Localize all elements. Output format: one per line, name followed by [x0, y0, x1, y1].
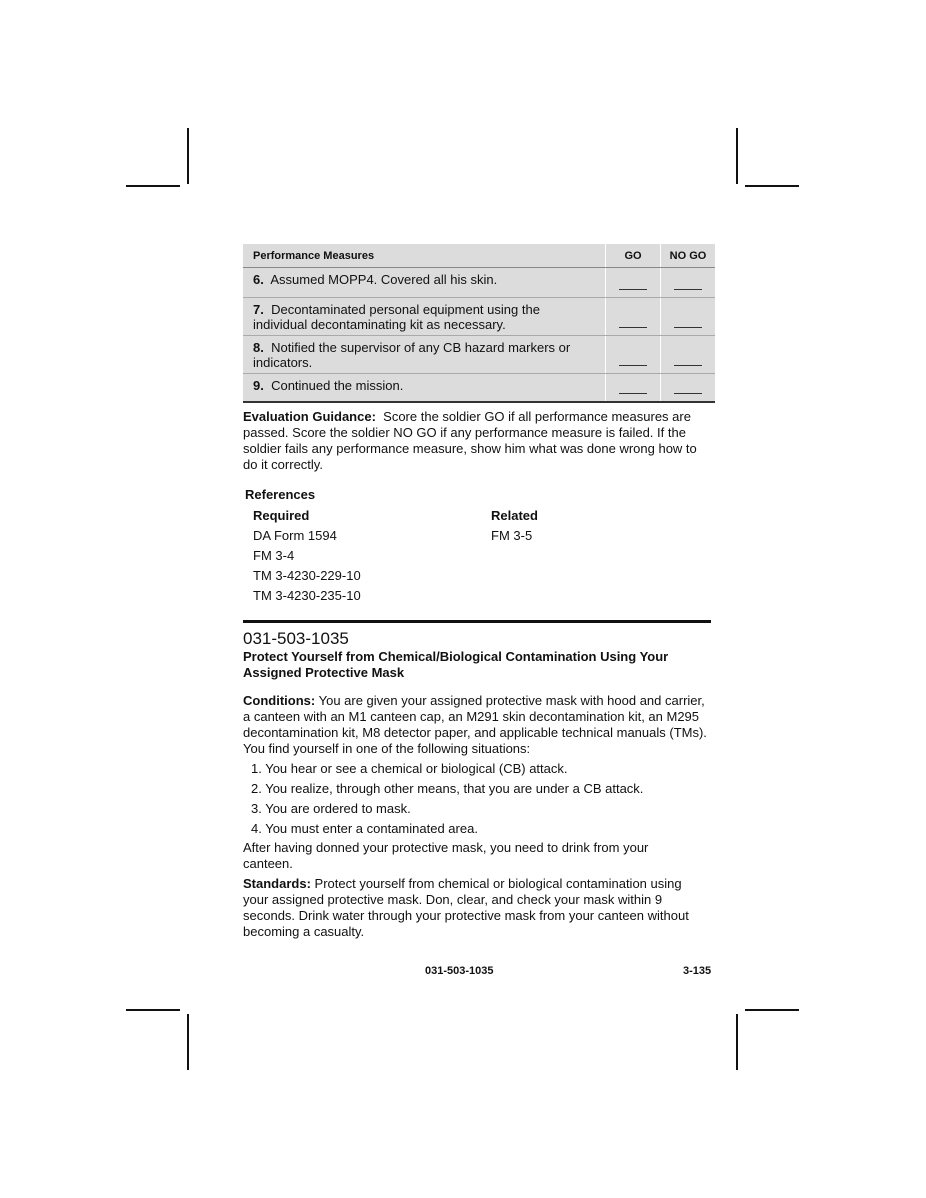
- nogo-blank: [674, 385, 702, 394]
- related-ref: FM 3-5: [491, 528, 533, 543]
- required-column: [243, 506, 491, 606]
- page-content: [243, 244, 717, 940]
- measure-number: 6.: [253, 272, 264, 287]
- measure-number: 9.: [253, 378, 264, 393]
- nogo-cell: [661, 268, 716, 298]
- header-measures: Performance Measures: [243, 244, 606, 268]
- go-cell: [606, 374, 661, 403]
- measure-number: 8.: [253, 340, 264, 355]
- header-go: GO: [606, 244, 661, 268]
- crop-mark: [736, 1014, 738, 1070]
- crop-mark: [745, 1009, 799, 1011]
- measure-cell: [243, 268, 606, 298]
- required-ref: TM 3-4230-235-10: [253, 588, 361, 603]
- references-heading: References: [245, 487, 316, 502]
- table-row: [243, 336, 715, 374]
- table-row: [243, 268, 715, 298]
- situations-list: [243, 759, 717, 839]
- standards-paragraph: [243, 876, 709, 940]
- related-heading: Related: [491, 508, 538, 523]
- crop-mark: [187, 128, 189, 184]
- measure-number: 7.: [253, 302, 264, 317]
- measure-cell: [243, 298, 606, 336]
- references-columns: [243, 506, 717, 606]
- section-divider: [243, 620, 711, 623]
- footer-task-number: 031-503-1035: [425, 965, 494, 977]
- evaluation-guidance: [243, 409, 709, 473]
- crop-mark: [745, 185, 799, 187]
- nogo-cell: [661, 336, 716, 374]
- footer-page-number: 3-135: [683, 965, 712, 977]
- nogo-blank: [674, 357, 702, 366]
- measure-text: Assumed MOPP4. Covered all his skin.: [270, 272, 498, 287]
- nogo-blank: [674, 281, 702, 290]
- nogo-cell: [661, 298, 716, 336]
- nogo-blank: [674, 319, 702, 328]
- go-cell: [606, 336, 661, 374]
- table-row: [243, 374, 715, 403]
- go-cell: [606, 268, 661, 298]
- task-number: 031-503-1035: [243, 629, 349, 648]
- go-blank: [619, 281, 647, 290]
- list-item: 1. You hear or see a chemical or biological (CB) attack.: [251, 761, 568, 776]
- after-paragraph: After having donned your protective mask, you need to drink from your canteen.: [243, 840, 649, 871]
- go-blank: [619, 357, 647, 366]
- conditions-text: You are given your assigned protective mask with hood and carrier, a canteen with an M1 canteen cap, an M291 skin decontamination kit, an M295 decontamination kit, M8 detector paper, and applicable technical manuals (TMs). You find yourself in one of the following situations:: [243, 693, 707, 756]
- crop-mark: [736, 128, 738, 184]
- evaluation-label: Evaluation Guidance:: [243, 409, 376, 424]
- header-nogo: NO GO: [661, 244, 716, 268]
- measure-text: Notified the supervisor of any CB hazard markers or indicators.: [253, 340, 571, 370]
- measure-text: Decontaminated personal equipment using the individual decontaminating kit as necessary.: [253, 302, 540, 332]
- references-section: [243, 487, 717, 606]
- crop-mark: [126, 1009, 180, 1011]
- required-ref: FM 3-4: [253, 548, 295, 563]
- list-item: 3. You are ordered to mask.: [251, 801, 411, 816]
- go-blank: [619, 385, 647, 394]
- standards-text: Protect yourself from chemical or biological contamination using your assigned protective mask. Don, clear, and check your mask within 9 seconds. Drink water through your protective mask from your canteen without becoming a casualty.: [243, 876, 689, 939]
- task-title: Protect Yourself from Chemical/Biological Contamination Using Your Assigned Protective Mask: [243, 649, 669, 680]
- related-column: [491, 506, 538, 606]
- list-item: 4. You must enter a contaminated area.: [251, 821, 478, 836]
- required-ref: DA Form 1594: [253, 528, 337, 543]
- conditions-paragraph: [243, 693, 715, 757]
- table-header-row: [243, 244, 715, 268]
- list-item: 2. You realize, through other means, that you are under a CB attack.: [251, 781, 644, 796]
- measure-cell: [243, 336, 606, 374]
- standards-label: Standards:: [243, 876, 311, 891]
- crop-mark: [187, 1014, 189, 1070]
- nogo-cell: [661, 374, 716, 403]
- measure-text: Continued the mission.: [271, 378, 404, 393]
- table-row: [243, 298, 715, 336]
- required-ref: TM 3-4230-229-10: [253, 568, 361, 583]
- measure-cell: [243, 374, 606, 403]
- go-cell: [606, 298, 661, 336]
- conditions-label: Conditions:: [243, 693, 316, 708]
- go-blank: [619, 319, 647, 328]
- performance-measures-table: [243, 244, 715, 403]
- required-heading: Required: [253, 508, 310, 523]
- evaluation-text: Score the soldier GO if all performance measures are passed. Score the soldier NO GO if any performance measure is failed. If the soldier fails any performance measure, show him what was done wrong how to do it correctly.: [243, 409, 697, 472]
- crop-mark: [126, 185, 180, 187]
